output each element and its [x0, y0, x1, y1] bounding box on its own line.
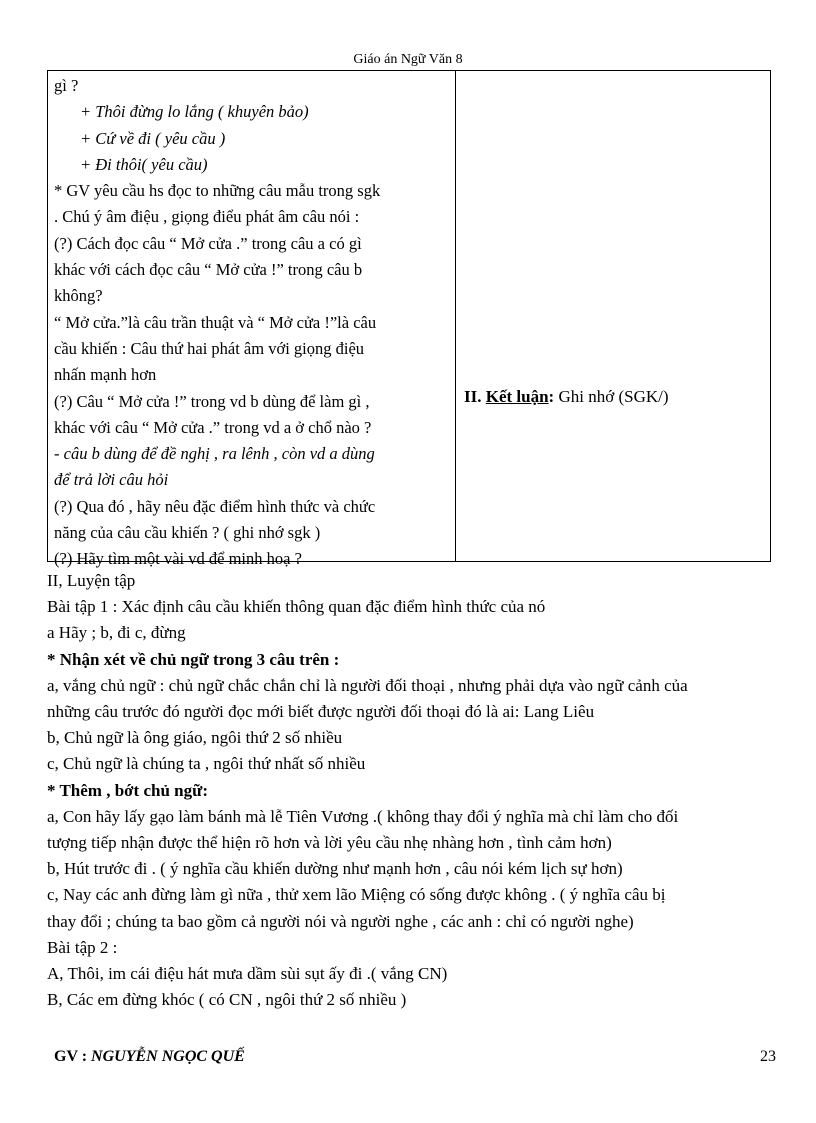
body-text-line: * Nhận xét về chủ ngữ trong 3 câu trên :	[47, 649, 340, 669]
conclusion-heading: Kết luận	[485, 387, 549, 406]
conclusion-line	[464, 384, 669, 410]
body-text-line: b, Chủ ngữ là ông giáo, ngôi thứ 2 số nhiều	[47, 728, 343, 748]
body-text-line: những câu trước đó người đọc mới biết được người đối thoại đó là ai: Lang Liêu	[47, 702, 595, 722]
table-text-line: không?	[54, 286, 103, 306]
table-left-column	[48, 71, 456, 569]
table-text-line: - câu b dùng để đề nghị , ra lênh , còn vd a dùng	[54, 444, 375, 464]
footer-gv-label: GV :	[54, 1048, 88, 1065]
conclusion-prefix: II.	[464, 387, 486, 406]
table-text-line: + Đi thôi( yêu cầu)	[80, 154, 208, 174]
body-text-line: Bài tập 1 : Xác định câu cầu khiến thông quan đặc điểm hình thức của nó	[47, 597, 546, 617]
table-text-line: (?) Qua đó , hãy nêu đặc điểm hình thức và chức	[54, 496, 376, 516]
body-text-line: A, Thôi, im cái điệu hát mưa dầm sùi sụt ấy đi .( vắng CN)	[47, 964, 448, 984]
body-text-line: a Hãy ; b, đi c, đừng	[47, 623, 186, 643]
table-text-line: gì ?	[54, 76, 79, 95]
conclusion-text: Ghi nhớ (SGK/)	[554, 387, 669, 406]
table-right-column	[456, 71, 770, 561]
body-text-line: b, Hút trước đi . ( ý nghĩa cầu khiến dường như mạnh hơn , câu nói kém lịch sự hơn)	[47, 859, 623, 879]
table-text-line: . Chú ý âm điệu , giọng điểu phát âm câu nói :	[54, 207, 360, 227]
table-text-line: “ Mở cửa.”là câu trần thuật và “ Mở cửa !”là câu	[54, 312, 377, 332]
footer-author	[54, 1048, 245, 1066]
body-text-line: thay đổi ; chúng ta bao gồm cả người nói và người nghe , các anh : chỉ có người nghe)	[47, 911, 634, 931]
footer-teacher-name: NGUYỄN NGỌC QUẾ	[91, 1048, 245, 1065]
exercise-section	[47, 568, 787, 1013]
table-text-line: + Cứ về đi ( yêu cầu )	[80, 128, 226, 148]
table-text-line: để trả lời câu hỏi	[54, 470, 169, 490]
body-text-line: c, Nay các anh đừng làm gì nữa , thử xem lão Miệng có sống được không . ( ý nghĩa câu bị	[47, 885, 666, 905]
table-text-line: + Thôi đừng lo lắng ( khuyên bảo)	[80, 102, 309, 122]
body-text-line: B, Các em đừng khóc ( có CN , ngôi thứ 2 số nhiều )	[47, 990, 407, 1010]
table-text-line: (?) Hãy tìm một vài vd để minh hoạ ?	[54, 549, 302, 569]
page-number: 23	[760, 1048, 776, 1065]
page-header: Giáo án Ngữ Văn 8	[353, 52, 463, 67]
table-text-line: cầu khiến : Câu thứ hai phát âm với giọng điệu	[54, 338, 365, 358]
body-text-line: a, vắng chủ ngữ : chủ ngữ chắc chắn chỉ là người đối thoại , nhưng phải dựa vào ngữ cảnh của	[47, 675, 688, 695]
body-text-line: c, Chủ ngữ là chúng ta , ngôi thứ nhất số nhiều	[47, 754, 366, 774]
table-text-line: năng của câu cầu khiến ? ( ghi nhớ sgk )	[54, 523, 321, 543]
table-text-line: (?) Câu “ Mở cửa !” trong vd b dùng để làm gì ,	[54, 391, 370, 411]
table-text-line: * GV yêu cầu hs đọc to những câu mẫu trong sgk	[54, 181, 381, 201]
table-text-line: nhấn mạnh hơn	[54, 365, 157, 385]
body-text-line: a, Con hãy lấy gạo làm bánh mà lễ Tiên Vương .( không thay đổi ý nghĩa mà chỉ làm cho đối	[47, 806, 679, 826]
body-text-line: * Thêm , bớt chủ ngữ:	[47, 780, 208, 800]
table-text-line: khác với cách đọc câu “ Mở cửa !” trong câu b	[54, 260, 363, 280]
table-text-line: khác với câu “ Mở cửa .” trong vd a ở chổ nào ?	[54, 417, 372, 437]
body-text-line: II, Luyện tập	[47, 571, 136, 590]
lesson-table	[47, 70, 771, 569]
body-text-line: tượng tiếp nhận được thể hiện rõ hơn và lời yêu cầu nhẹ nhàng hơn , tình cảm hơn)	[47, 833, 612, 853]
body-text-line: Bài tập 2 :	[47, 937, 118, 957]
conclusion-colon: :	[548, 387, 555, 406]
table-text-line: (?) Cách đọc câu “ Mở cửa .” trong câu a có gì	[54, 233, 362, 253]
